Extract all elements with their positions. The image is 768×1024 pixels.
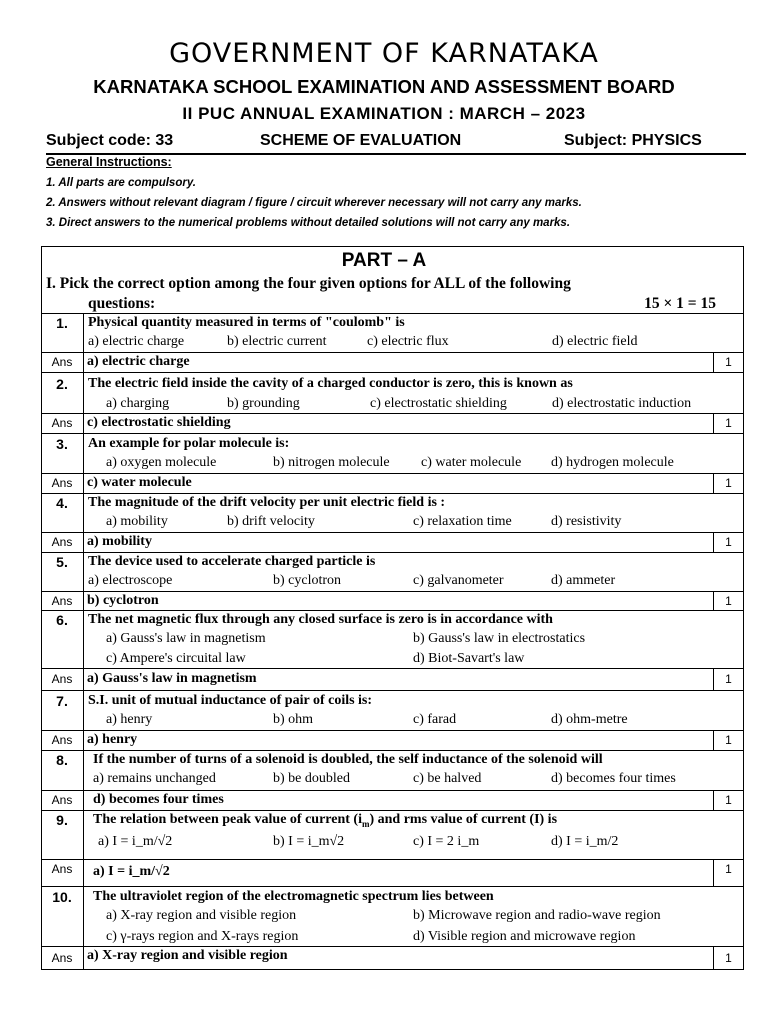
option: a) remains unchanged: [93, 771, 216, 786]
answer-mark: 1: [725, 733, 732, 747]
option: b) Gauss's law in electrostatics: [413, 631, 586, 646]
row-divider: [41, 552, 744, 553]
row-divider: [41, 750, 744, 751]
option: d) Biot-Savart's law: [413, 651, 525, 666]
option: b) be doubled: [273, 771, 350, 786]
option: b) cyclotron: [273, 573, 342, 588]
subject-row: [46, 131, 746, 155]
answer-mark: 1: [725, 355, 732, 369]
answer-text: c) water molecule: [87, 475, 192, 490]
row-divider: [41, 810, 744, 811]
row-divider: [41, 532, 744, 533]
option: c) γ-rays region and X-rays region: [106, 929, 299, 944]
question-number: 10.: [52, 889, 72, 905]
row-divider: [41, 313, 744, 314]
row-divider: [41, 610, 744, 611]
question-text: The device used to accelerate charged particle is: [88, 554, 376, 569]
option: b) I = i_m√2: [273, 834, 345, 849]
question-text: The electric field inside the cavity of a charged conductor is zero, this is known as: [88, 376, 573, 391]
question-number: 1.: [56, 315, 68, 331]
instruction-2: 2. Answers without relevant diagram / figure / circuit wherever necessary will not carry any marks.: [46, 197, 582, 209]
answer-mark: 1: [725, 793, 732, 807]
answer-mark: 1: [725, 476, 732, 490]
option: c) electric flux: [367, 334, 449, 349]
row-divider: [41, 946, 744, 947]
option: c) farad: [413, 712, 457, 727]
answer-text: a) Gauss's law in magnetism: [87, 671, 257, 686]
option: c) I = 2 i_m: [413, 834, 480, 849]
option: b) drift velocity: [227, 514, 315, 529]
part-instruction: I. Pick the correct option among the four given options for ALL of the following: [46, 275, 571, 292]
answer-mark: 1: [725, 672, 732, 686]
question-text-part: The relation between peak value of current (i: [93, 812, 362, 827]
instruction-1: 1. All parts are compulsory.: [46, 177, 196, 189]
option: c) be halved: [413, 771, 482, 786]
option: b) ohm: [273, 712, 314, 727]
row-divider: [41, 493, 744, 494]
government-title: GOVERNMENT OF KARNATAKA: [169, 38, 599, 69]
subject-name: Subject: PHYSICS: [564, 132, 702, 149]
answer-mark: 1: [725, 862, 732, 876]
question-text: S.I. unit of mutual inductance of pair of coils is:: [88, 693, 373, 708]
part-marks: 15 × 1 = 15: [644, 295, 716, 312]
answer-label: Ans: [51, 535, 73, 549]
option: d) Visible region and microwave region: [413, 929, 636, 944]
option: a) Gauss's law in magnetism: [106, 631, 266, 646]
option: d) electrostatic induction: [552, 396, 692, 411]
option: a) X-ray region and visible region: [106, 908, 297, 923]
answer-label: Ans: [51, 733, 73, 747]
question-text: The ultraviolet region of the electromagnetic spectrum lies between: [93, 889, 494, 904]
option: a) oxygen molecule: [106, 455, 217, 470]
question-text: An example for polar molecule is:: [88, 436, 290, 451]
option: b) electric current: [227, 334, 327, 349]
option: a) electroscope: [88, 573, 173, 588]
option: c) water molecule: [421, 455, 522, 470]
option: b) grounding: [227, 396, 300, 411]
option: b) nitrogen molecule: [273, 455, 390, 470]
answer-label: Ans: [51, 416, 73, 430]
answer-label: Ans: [51, 672, 73, 686]
option: a) electric charge: [88, 334, 185, 349]
row-divider: [41, 433, 744, 434]
option: c) Ampere's circuital law: [106, 651, 246, 666]
answer-text: a) mobility: [87, 534, 152, 549]
question-text: If the number of turns of a solenoid is doubled, the self inductance of the solenoid will: [93, 752, 603, 767]
question-text: [93, 812, 557, 829]
option: d) hydrogen molecule: [551, 455, 674, 470]
row-divider: [41, 591, 744, 592]
option: a) henry: [106, 712, 153, 727]
answer-mark: 1: [725, 416, 732, 430]
question-number: 2.: [56, 376, 68, 392]
subject-code: Subject code: 33: [46, 132, 174, 149]
option: c) galvanometer: [413, 573, 504, 588]
row-divider: [41, 372, 744, 373]
question-number: 7.: [56, 693, 68, 709]
answer-text: c) electrostatic shielding: [87, 415, 231, 430]
answer-text: a) henry: [87, 732, 138, 747]
instruction-3: 3. Direct answers to the numerical problems without detailed solutions will not carry any marks.: [46, 217, 571, 229]
question-number: 9.: [56, 812, 68, 828]
answer-label: Ans: [51, 951, 73, 965]
question-number: 8.: [56, 752, 68, 768]
answer-text: d) becomes four times: [93, 792, 224, 807]
question-text: The net magnetic flux through any closed surface is zero is in accordance with: [88, 612, 553, 627]
scheme-title: SCHEME OF EVALUATION: [260, 132, 462, 149]
instructions-title: General Instructions:: [46, 155, 172, 169]
option: d) I = i_m/2: [551, 834, 619, 849]
column-divider: [83, 313, 84, 970]
row-divider: [41, 690, 744, 691]
answer-label: Ans: [51, 476, 73, 490]
answer-text: b) cyclotron: [87, 593, 159, 608]
question-number: 6.: [56, 612, 68, 628]
row-divider: [41, 859, 744, 860]
option: d) ammeter: [551, 573, 616, 588]
option: a) I = i_m/√2: [98, 834, 173, 849]
question-number: 3.: [56, 436, 68, 452]
part-title: PART – A: [341, 250, 427, 271]
answer-label: Ans: [51, 862, 73, 876]
row-divider: [41, 473, 744, 474]
option: c) electrostatic shielding: [370, 396, 507, 411]
row-divider: [41, 886, 744, 887]
row-divider: [41, 413, 744, 414]
row-divider: [41, 352, 744, 353]
question-text: The magnitude of the drift velocity per unit electric field is :: [88, 495, 446, 510]
option: a) charging: [106, 396, 170, 411]
question-number: 5.: [56, 554, 68, 570]
answer-text: a) X-ray region and visible region: [87, 948, 288, 963]
row-divider: [41, 730, 744, 731]
row-divider: [41, 790, 744, 791]
answer-mark: 1: [725, 594, 732, 608]
exam-title: II PUC ANNUAL EXAMINATION : MARCH – 2023: [182, 104, 586, 123]
option: b) Microwave region and radio-wave region: [413, 908, 661, 923]
answer-mark: 1: [725, 951, 732, 965]
part-instruction-cont: questions:: [88, 295, 156, 312]
board-title: KARNATAKA SCHOOL EXAMINATION AND ASSESSMENT BOARD: [93, 76, 675, 97]
option: a) mobility: [106, 514, 168, 529]
option: c) relaxation time: [413, 514, 512, 529]
option: d) resistivity: [551, 514, 622, 529]
answer-text: a) electric charge: [87, 354, 190, 369]
option: d) electric field: [552, 334, 638, 349]
answer-label: Ans: [51, 594, 73, 608]
option: d) becomes four times: [551, 771, 676, 786]
option: d) ohm-metre: [551, 712, 628, 727]
answer-text: a) I = i_m/√2: [93, 864, 170, 879]
answer-mark: 1: [725, 535, 732, 549]
question-text: Physical quantity measured in terms of "coulomb" is: [88, 315, 405, 330]
question-text-part: ) and rms value of current (I) is: [369, 812, 558, 827]
answer-label: Ans: [51, 355, 73, 369]
row-divider: [41, 668, 744, 669]
question-number: 4.: [56, 495, 68, 511]
question-text-subscript: m: [361, 818, 370, 829]
answer-label: Ans: [51, 793, 73, 807]
